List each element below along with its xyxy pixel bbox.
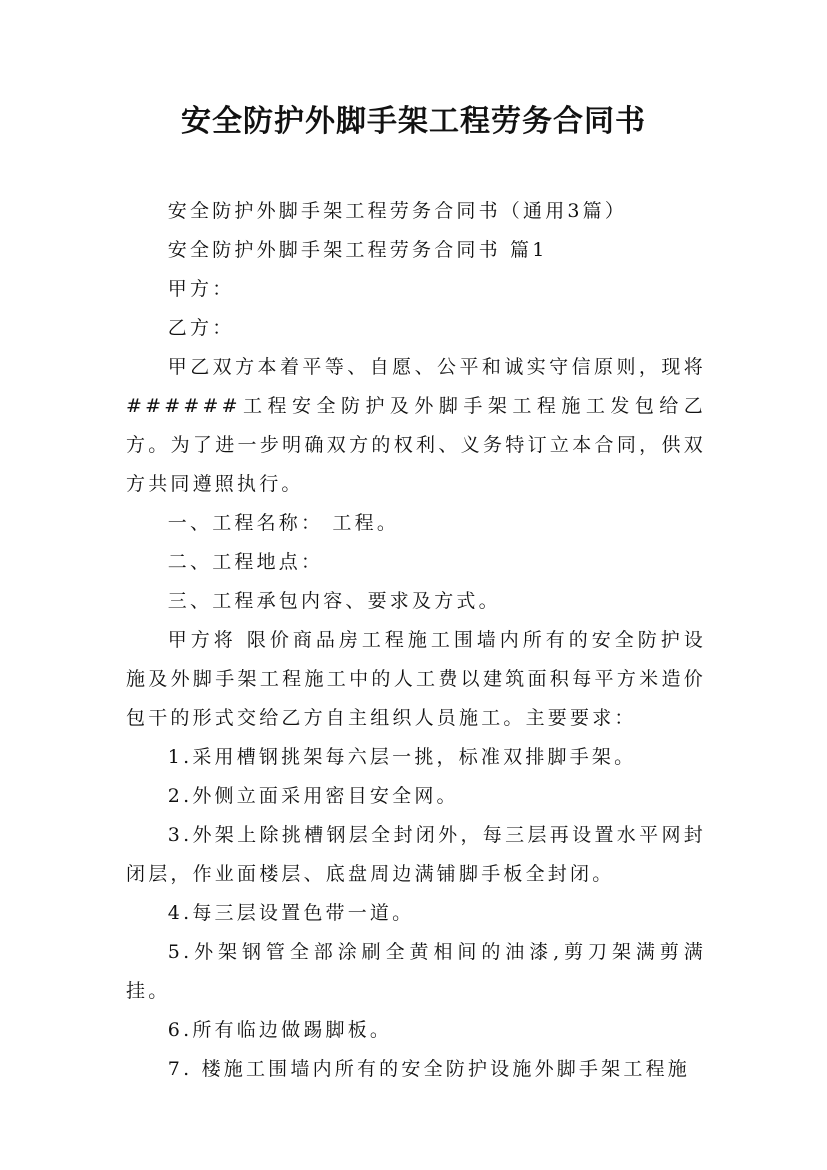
list-item-7: 7. 楼施工围墙内所有的安全防护设施外脚手架工程施 <box>167 1058 690 1080</box>
list-item-4: 4.每三层设置色带一道。 <box>167 902 415 924</box>
paragraph-preamble: 甲乙双方本着平等、自愿、公平和诚实守信原则，现将######工程安全防护及外脚手架工程施工发包给乙方。为了进一步明确双方的权利、义务特订立本合同，供双方共同遵照执行。 <box>126 356 706 495</box>
list-item-5: 5.外架钢管全部涂刷全黄相间的油漆,剪刀架满剪满挂。 <box>126 941 706 1002</box>
paragraph-party-b: 乙方： <box>167 317 235 339</box>
paragraph-project-location: 二、工程地点： <box>167 551 324 573</box>
list-item-2: 2.外侧立面采用密目安全网。 <box>167 785 459 807</box>
paragraph-scope-heading: 三、工程承包内容、要求及方式。 <box>167 590 501 612</box>
paragraph-subtitle: 安全防护外脚手架工程劳务合同书（通用3篇） <box>167 200 628 222</box>
paragraph-party-a: 甲方： <box>167 278 235 300</box>
paragraph-scope-description: 甲方将 限价商品房工程施工围墙内所有的安全防护设施及外脚手架工程施工中的人工费以建筑面积每平方米造价包干的形式交给乙方自主组织人员施工。主要要求： <box>126 629 706 729</box>
list-item-6: 6.所有临边做踢脚板。 <box>167 1019 393 1041</box>
list-item-1: 1.采用槽钢挑架每六层一挑，标准双排脚手架。 <box>167 746 637 768</box>
document-title: 安全防护外脚手架工程劳务合同书 <box>181 104 646 139</box>
document-body <box>126 192 706 1089</box>
paragraph-project-name: 一、工程名称： 工程。 <box>167 512 400 534</box>
paragraph-section-heading: 安全防护外脚手架工程劳务合同书 篇1 <box>167 239 548 261</box>
list-item-3: 3.外架上除挑槽钢层全封闭外，每三层再设置水平网封闭层，作业面楼层、底盘周边满铺脚手板全封闭。 <box>126 824 706 885</box>
